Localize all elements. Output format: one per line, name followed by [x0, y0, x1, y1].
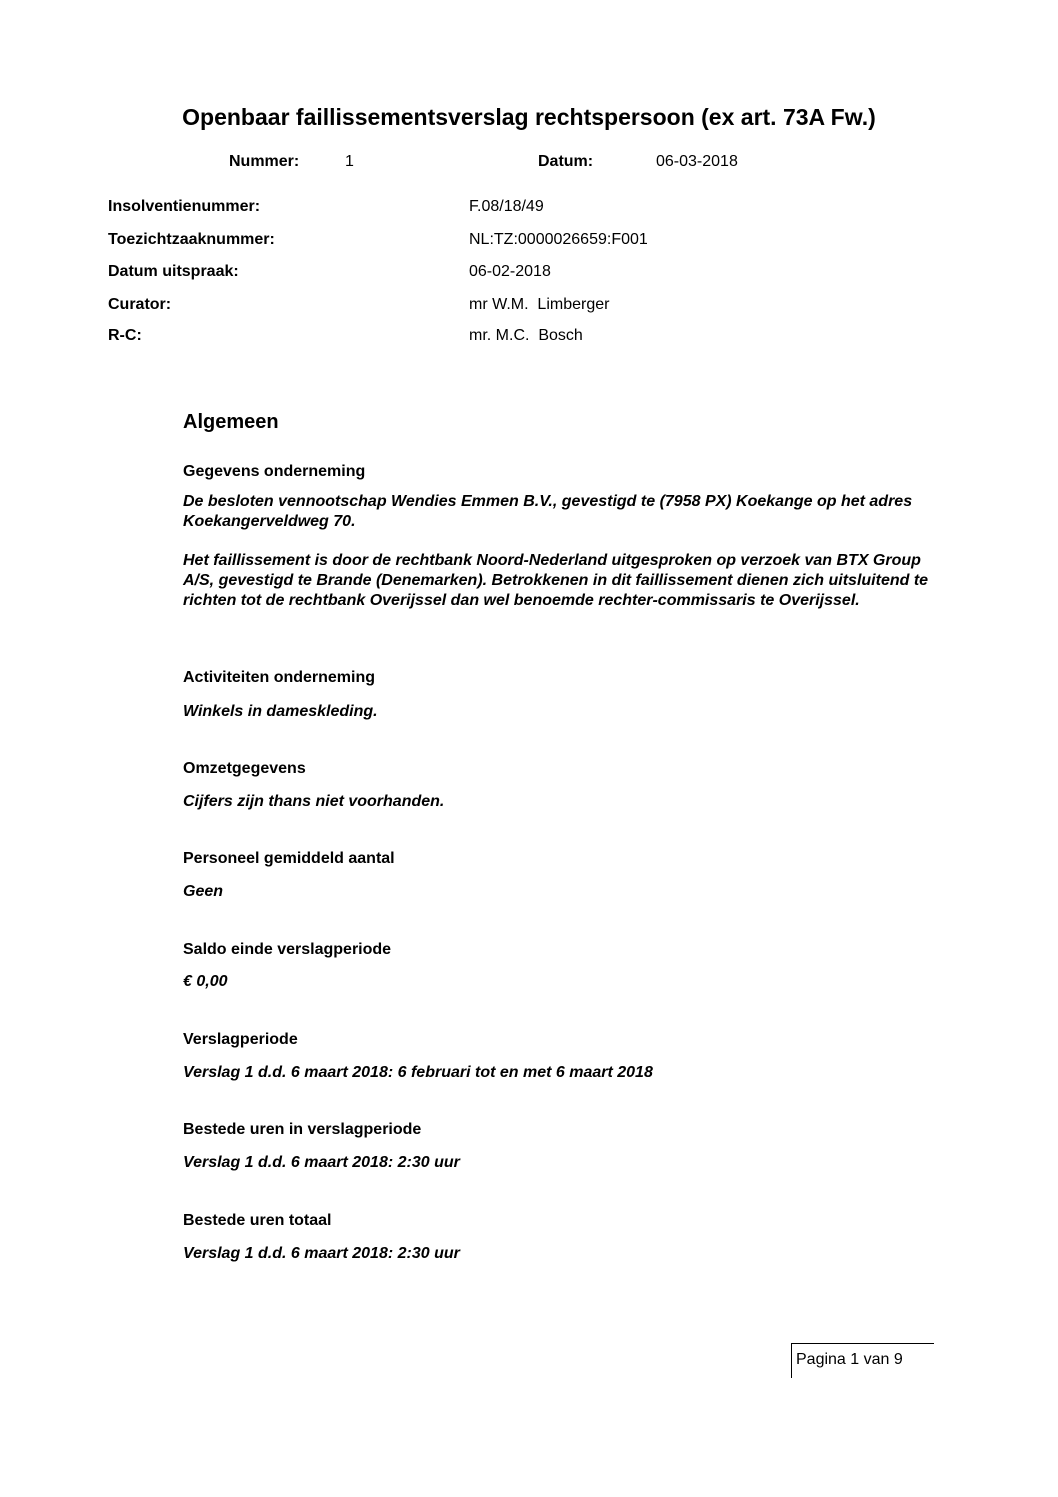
nummer-label: Nummer: [229, 153, 300, 170]
toezichtzaaknummer-label: Toezichtzaaknummer: [108, 231, 275, 248]
omzetgegevens-label: Omzetgegevens [183, 760, 306, 777]
omzetgegevens-text: Cijfers zijn thans niet voorhanden. [183, 793, 445, 810]
section-title: Algemeen [183, 411, 279, 433]
rc-label: R-C: [108, 327, 142, 344]
bestede-uren-periode-text: Verslag 1 d.d. 6 maart 2018: 2:30 uur [183, 1154, 460, 1171]
insolventienummer-label: Insolventienummer: [108, 198, 261, 215]
verslagperiode-label: Verslagperiode [183, 1031, 298, 1048]
insolventienummer-value: F.08/18/49 [469, 198, 544, 215]
gegevens-onderneming-text-2: Het faillissement is door de rechtbank Noord-Nederland uitgesproken op verzoek van BTX Group A/S, gevestigd te Brande (Denemarken). Betrokkenen in dit faillissement dienen zich uitsluitend te richten tot de rechtbank Overijssel dan wel benoemde rechter-commissaris te Overijssel. [183, 552, 929, 609]
bestede-uren-totaal-text: Verslag 1 d.d. 6 maart 2018: 2:30 uur [183, 1245, 460, 1262]
curator-value: mr W.M. Limberger [469, 296, 610, 313]
page-title: Openbaar faillissementsverslag rechtspersoon (ex art. 73A Fw.) [182, 104, 876, 130]
saldo-label: Saldo einde verslagperiode [183, 941, 392, 958]
bestede-uren-totaal-label: Bestede uren totaal [183, 1212, 332, 1229]
gegevens-onderneming-text-1: De besloten vennootschap Wendies Emmen B.V., gevestigd te (7958 PX) Koekange op het adres Koekangerveldweg 70. [183, 493, 913, 530]
datum-value: 06-03-2018 [656, 153, 738, 170]
datum-uitspraak-label: Datum uitspraak: [108, 263, 239, 280]
curator-label: Curator: [108, 296, 172, 313]
bestede-uren-periode-label: Bestede uren in verslagperiode [183, 1121, 422, 1138]
datum-uitspraak-value: 06-02-2018 [469, 263, 551, 280]
personeel-label: Personeel gemiddeld aantal [183, 850, 395, 867]
datum-label: Datum: [538, 153, 594, 170]
activiteiten-text: Winkels in dameskleding. [183, 703, 378, 720]
saldo-text: € 0,00 [183, 973, 228, 990]
nummer-value: 1 [345, 153, 354, 170]
verslagperiode-text: Verslag 1 d.d. 6 maart 2018: 6 februari tot en met 6 maart 2018 [183, 1064, 653, 1081]
page-number: Pagina 1 van 9 [796, 1351, 903, 1368]
personeel-text: Geen [183, 883, 224, 900]
toezichtzaaknummer-value: NL:TZ:0000026659:F001 [469, 231, 648, 248]
rc-value: mr. M.C. Bosch [469, 327, 583, 344]
activiteiten-label: Activiteiten onderneming [183, 669, 376, 686]
gegevens-onderneming-label: Gegevens onderneming [183, 463, 366, 480]
